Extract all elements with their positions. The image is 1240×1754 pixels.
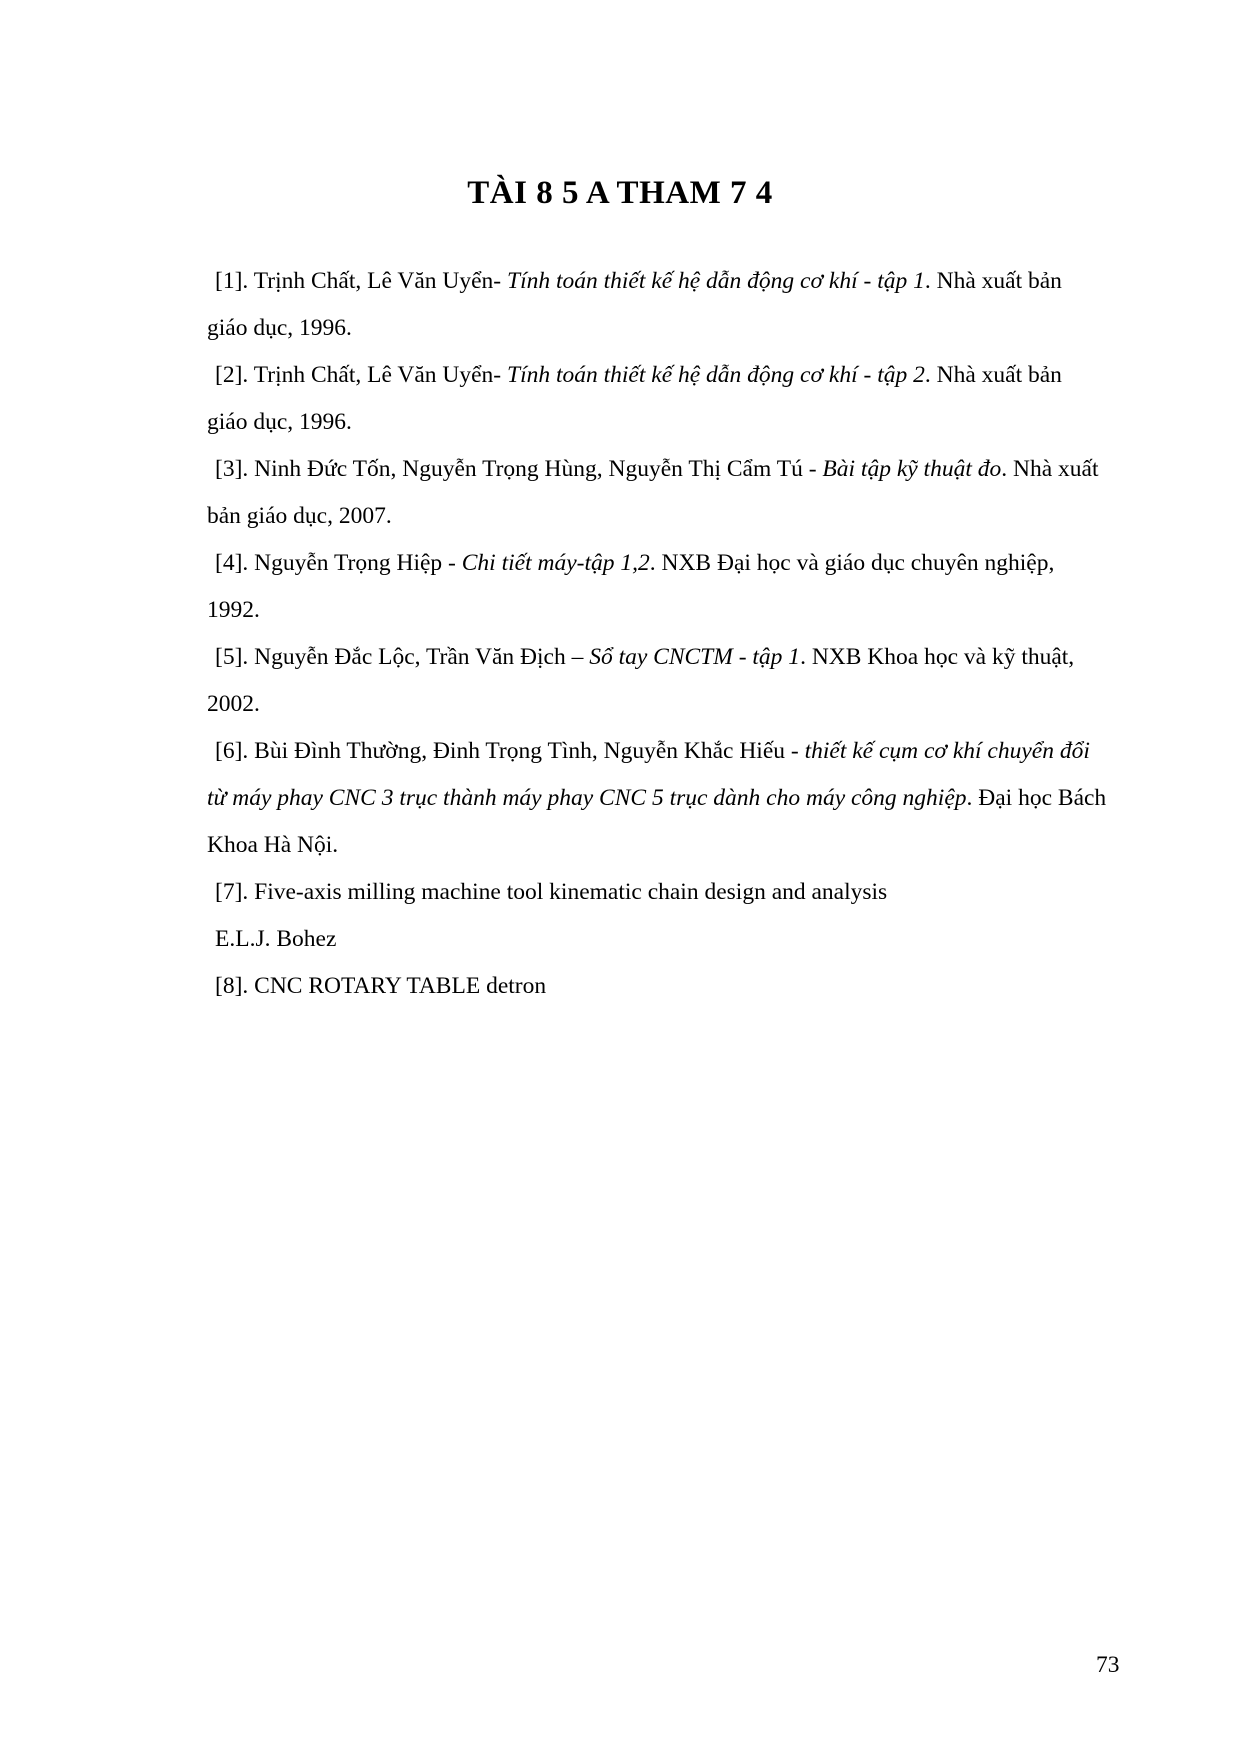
reference-title: Tính toán thiết kế hệ dẫn động cơ khí - tập 1: [507, 268, 925, 294]
reference-publisher: . Nhà xuất bản giáo dục, 2007.: [207, 456, 1099, 529]
reference-number: [2].: [215, 362, 249, 388]
reference-authors: Bùi Đình Thường, Đinh Trọng Tình, Nguyễn Khắc Hiếu -: [248, 738, 805, 764]
reference-authors: Nguyễn Trọng Hiệp -: [248, 550, 462, 576]
reference-number: [1].: [215, 268, 249, 294]
reference-authors: Nguyễn Đắc Lộc, Trần Văn Địch –: [248, 644, 590, 670]
reference-item-5: [207, 634, 1107, 728]
reference-publisher: . NXB Đại học và giáo dục chuyên nghiệp, 1992.: [207, 550, 1055, 623]
reference-publisher: . Nhà xuất bản giáo dục, 1996.: [207, 362, 1062, 435]
reference-authors: Trịnh Chất, Lê Văn Uyển-: [248, 268, 507, 294]
reference-7-line-2: E.L.J. Bohez: [215, 926, 337, 952]
reference-list: [207, 258, 1107, 1010]
reference-number: [3].: [215, 456, 249, 482]
reference-item-4: [207, 540, 1107, 634]
reference-number: [4].: [215, 550, 249, 576]
page-number: 73: [1096, 1652, 1120, 1678]
reference-title: Tính toán thiết kế hệ dẫn động cơ khí - tập 2: [507, 362, 925, 388]
reference-authors: Trịnh Chất, Lê Văn Uyển-: [248, 362, 507, 388]
reference-item-8: [207, 963, 1107, 1010]
reference-item-3: [207, 446, 1107, 540]
reference-8-line: [8]. CNC ROTARY TABLE detron: [215, 973, 547, 999]
reference-title: Sổ tay CNCTM - tập 1: [589, 644, 801, 670]
reference-title: Bài tập kỹ thuật đo: [822, 456, 1002, 482]
reference-item-2: [207, 352, 1107, 446]
reference-title: Chi tiết máy-tập 1,2: [461, 550, 650, 576]
reference-authors: Ninh Đức Tốn, Nguyễn Trọng Hùng, Nguyễn Thị Cẩm Tú -: [248, 456, 823, 482]
reference-publisher: . Đại học Bách Khoa Hà Nội.: [207, 785, 1107, 858]
reference-item-7: [207, 869, 1107, 963]
reference-publisher: . Nhà xuất bản giáo dục, 1996.: [207, 268, 1062, 341]
reference-item-1: [207, 258, 1107, 352]
page-title: TÀI 8 5 A THAM 7 4: [467, 175, 773, 211]
reference-item-6: [207, 728, 1107, 869]
reference-7-line-1: [7]. Five-axis milling machine tool kinematic chain design and analysis: [215, 879, 888, 905]
reference-publisher: . NXB Khoa học và kỹ thuật, 2002.: [207, 644, 1075, 717]
reference-number: [5].: [215, 644, 249, 670]
reference-number: [6].: [215, 738, 249, 764]
reference-title: thiết kế cụm cơ khí chuyển đổi từ máy phay CNC 3 trục thành máy phay CNC 5 trục dành cho máy công nghiệp: [207, 738, 1090, 811]
